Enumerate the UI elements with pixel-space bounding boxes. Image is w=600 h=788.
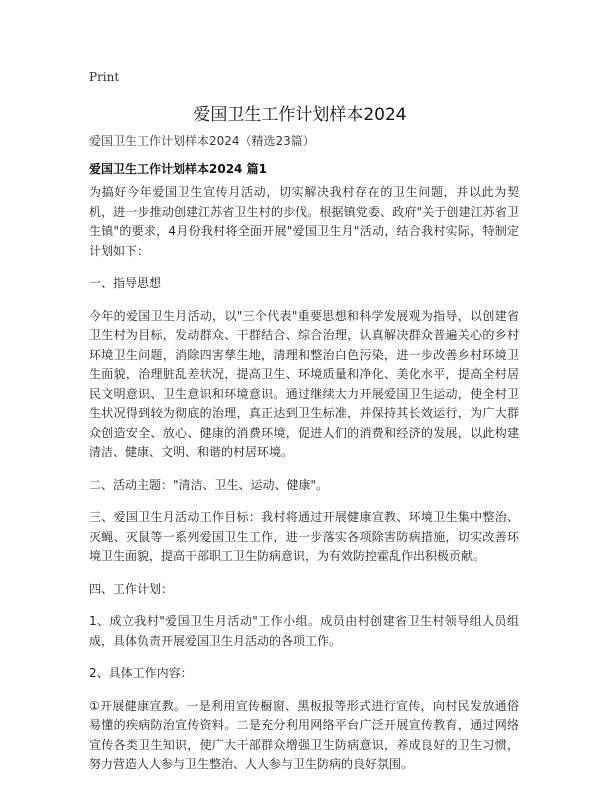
document-subtitle: 爱国卫生工作计划样本2024（精选23篇）: [89, 134, 315, 148]
document-title: 爱国卫生工作计划样本2024: [193, 105, 407, 125]
paragraph-activity-theme: 二、活动主题："清洁、卫生、运动、健康"。: [89, 477, 329, 492]
document-body: [89, 183, 519, 788]
heading-work-plan: 四、工作计划：: [89, 581, 174, 596]
heading-guiding-ideology: 一、指导思想: [89, 276, 162, 290]
paragraph-intro: 为搞好今年爱国卫生宣传月活动，切实解决我村存在的卫生问题，并以此为契机，进一步推动创建江苏省卫生村的步伐。根据镇党委、政府"关于创建江苏省卫生镇"的要求，4月份我村将全面开展"爱国卫生月"活动，结合我村实际，特制定计划如下：: [89, 185, 519, 258]
section-heading: 爱国卫生工作计划样本2024 篇1: [89, 162, 267, 176]
paragraph-work-group: 1、成立我村"爱国卫生月活动"工作小组。成员由村创建省卫生村领导组人员组成，具体负责开展爱国卫生月活动的各项工作。: [89, 614, 519, 648]
paragraph-work-goal: 三、爱国卫生月活动工作目标：我村将通过开展健康宣教、环境卫生集中整治、灭蝇、灭鼠等一系列爱国卫生工作，进一步落实各项除害防病措施，切实改善环境卫生面貌，提高干部职工卫生防病意识，为有效防控霍乱作出积极贡献。: [89, 510, 519, 563]
paragraph-guiding-ideology: 今年的爱国卫生月活动，以"三个代表"重要思想和科学发展观为指导，以创建省卫生村为目标，发动群众、干群结合、综合治理，认真解决群众普遍关心的乡村环境卫生问题，消除四害孳生地，清理和整治白色污染，进一步改善乡村环境卫生面貌，治理脏乱差状况，提高卫生、环境质量和净化、美化水平，提高全村居民文明意识、卫生意识和环境意识。通过继续大力开展爱国卫生运动，使全村卫生状况得到较为彻底的治理，真正达到卫生标准，并保持其长效运行，为广大群众创造安全、放心、健康的消费环境，促进人们的消费和经济的发展，以此构建清洁、健康、文明、和谐的村居环境。: [89, 308, 519, 459]
print-label: Print: [89, 70, 120, 84]
heading-work-content: 2、具体工作内容：: [89, 666, 193, 680]
paragraph-health-education: ①开展健康宣教。一是利用宣传橱窗、黑板报等形式进行宣传，向村民发放通俗易懂的疾病防治宣传资料。二是充分利用网络平台广泛开展宣传教育，通过网络宣传各类卫生知识，使广大干部群众增强卫生防病意识，养成良好的卫生习惯，努力营造人人参与卫生整治、人人参与卫生防病的良好氛围。: [89, 698, 519, 771]
